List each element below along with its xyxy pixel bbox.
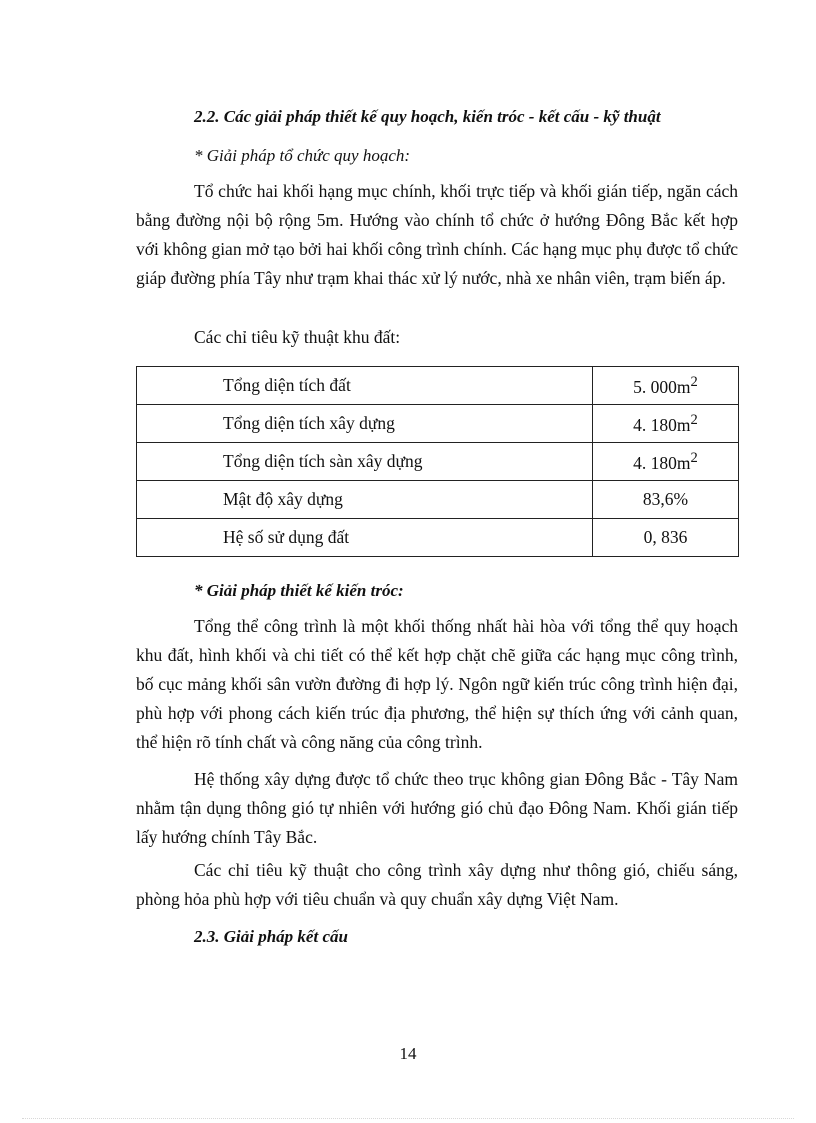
spec-value-superscript: 2 bbox=[690, 373, 698, 390]
table-row bbox=[137, 367, 739, 405]
architecture-paragraph-1: Tổng thể công trình là một khối thống nhất hài hòa với tổng thể quy hoạch khu đất, hình khối và chi tiết có thể kết hợp chặt chẽ giữa các hạng mục công trình, bố cục mảng khối sân vườn đường đi hợp lý. Ngôn ngữ kiến trúc công trình hiện đại, phù hợp với phong cách kiến trúc địa phương, thể hiện sự thích ứng với cảnh quan, thể hiện rõ tính chất và công năng của công trình. bbox=[136, 616, 738, 752]
table-row bbox=[137, 443, 739, 481]
spec-label: Hệ số sử dụng đất bbox=[137, 519, 593, 557]
page-number: 14 bbox=[399, 1044, 417, 1063]
table-row bbox=[137, 405, 739, 443]
architecture-paragraph-2: Hệ thống xây dựng được tổ chức theo trục không gian Đông Bắc - Tây Nam nhằm tận dụng thông gió tự nhiên với hướng gió chủ đạo Đông Nam. Khối gián tiếp lấy hướng chính Tây Bắc. bbox=[136, 769, 738, 847]
table-intro: Các chỉ tiêu kỹ thuật khu đất: bbox=[194, 327, 401, 347]
spec-label: Mật độ xây dựng bbox=[137, 481, 593, 519]
planning-paragraph: Tổ chức hai khối hạng mục chính, khối trực tiếp và khối gián tiếp, ngăn cách bằng đường nội bộ rộng 5m. Hướng vào chính tổ chức ở hướng Đông Bắc kết hợp với không gian mở tạo bởi hai khối công trình chính. Các hạng mục phụ được tổ chức giáp đường phía Tây như trạm khai thác xử lý nước, nhà xe nhân viên, trạm biến áp. bbox=[136, 181, 738, 288]
architecture-paragraph-3: Các chỉ tiêu kỹ thuật cho công trình xây dựng như thông gió, chiếu sáng, phòng hỏa phù hợp với tiêu chuẩn và quy chuẩn xây dựng Việt Nam. bbox=[136, 860, 738, 909]
spec-label: Tổng diện tích sàn xây dựng bbox=[137, 443, 593, 481]
table-row bbox=[137, 481, 739, 519]
spec-value-text: 5. 000m bbox=[633, 376, 691, 397]
spec-label: Tổng diện tích đất bbox=[137, 367, 593, 405]
spec-value bbox=[593, 519, 739, 557]
section-heading-2-3: 2.3. Giải pháp kết cấu bbox=[194, 927, 348, 946]
spec-value-superscript: 2 bbox=[690, 411, 698, 428]
spec-value bbox=[593, 367, 739, 405]
spec-value-text: 4. 180m bbox=[633, 452, 691, 473]
page-bottom-divider bbox=[22, 1118, 794, 1119]
planning-subheading: * Giải pháp tổ chức quy hoạch: bbox=[194, 146, 411, 165]
spec-value bbox=[593, 443, 739, 481]
section-heading-2-2: 2.2. Các giải pháp thiết kế quy hoạch, kiến tróc - kết cấu - kỹ thuật bbox=[194, 107, 661, 126]
technical-specs-table bbox=[136, 366, 739, 557]
spec-value bbox=[593, 405, 739, 443]
table-row bbox=[137, 519, 739, 557]
spec-value-text: 83,6% bbox=[642, 489, 689, 509]
spec-value bbox=[593, 481, 739, 519]
spec-value-text: 4. 180m bbox=[633, 414, 691, 435]
spec-label: Tổng diện tích xây dựng bbox=[137, 405, 593, 443]
spec-value-text: 0, 836 bbox=[643, 527, 688, 547]
spec-value-superscript: 2 bbox=[690, 449, 698, 466]
architecture-subheading: * Giải pháp thiết kế kiến tróc: bbox=[194, 581, 404, 600]
